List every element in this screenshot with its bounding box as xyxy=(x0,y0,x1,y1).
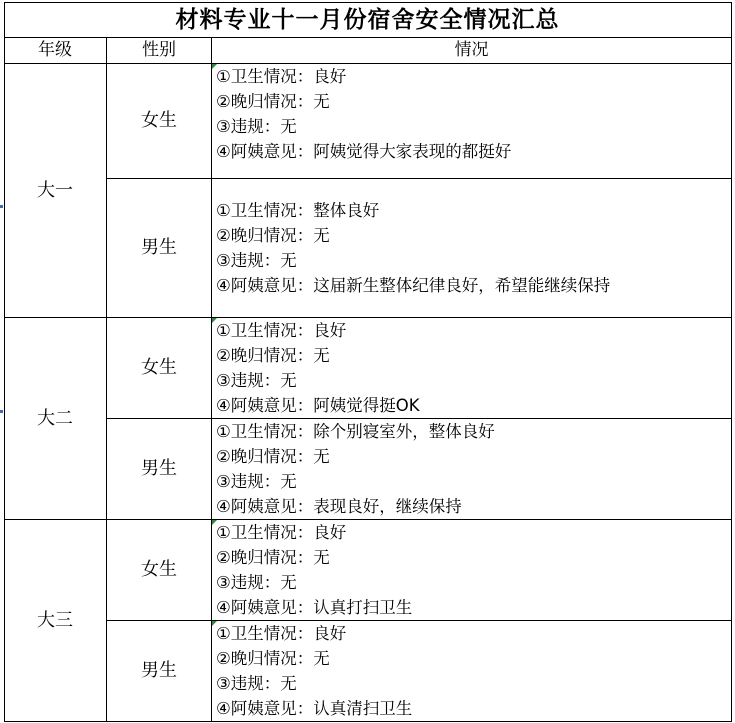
grade-cell: 大三 xyxy=(37,610,73,631)
situation-line: ②晚归情况：无 xyxy=(216,346,330,365)
grade-cell: 大一 xyxy=(37,180,73,201)
header-grade: 年级 xyxy=(38,40,72,60)
grade-cell: 大二 xyxy=(37,408,73,429)
situation-line: ①卫生情况：除个别寝室外，整体良好 xyxy=(216,422,495,441)
situation-line: ③违规：无 xyxy=(216,251,297,270)
situation-line: ④阿姨意见：认真打扫卫生 xyxy=(216,598,413,617)
situation-line: ②晚归情况：无 xyxy=(216,226,330,245)
situation-line: ④阿姨意见：这届新生整体纪律良好，希望能继续保持 xyxy=(216,276,611,295)
gender-cell: 男生 xyxy=(141,458,177,479)
gender-cell: 男生 xyxy=(141,237,177,258)
situation-cell xyxy=(216,198,731,298)
gender-cell: 男生 xyxy=(141,660,177,681)
situation-cell xyxy=(216,419,731,519)
gender-cell: 女生 xyxy=(141,357,177,378)
situation-line: ③违规：无 xyxy=(216,472,297,491)
gender-cell: 女生 xyxy=(141,110,177,131)
situation-line: ③违规：无 xyxy=(216,371,297,390)
situation-line: ③违规：无 xyxy=(216,573,297,592)
situation-line: ②晚归情况：无 xyxy=(216,92,330,111)
situation-line: ②晚归情况：无 xyxy=(216,548,330,567)
situation-cell xyxy=(216,64,731,164)
situation-line: ④阿姨意见：认真清扫卫生 xyxy=(216,699,413,718)
situation-line: ④阿姨意见：阿姨觉得挺OK xyxy=(216,396,420,415)
situation-line: ①卫生情况：整体良好 xyxy=(216,201,380,220)
situation-cell xyxy=(216,621,731,721)
grid-line xyxy=(4,721,731,722)
situation-line: ④阿姨意见：表现良好，继续保持 xyxy=(216,497,462,516)
situation-line: ①卫生情况：良好 xyxy=(216,624,347,643)
sheet-title: 材料专业十一月份宿舍安全情况汇总 xyxy=(175,7,560,33)
situation-line: ④阿姨意见：阿姨觉得大家表现的都挺好 xyxy=(216,142,512,161)
grid-line xyxy=(211,37,212,722)
situation-cell xyxy=(216,520,731,620)
gender-cell: 女生 xyxy=(141,559,177,580)
situation-cell xyxy=(216,318,731,418)
situation-line: ③违规：无 xyxy=(216,117,297,136)
situation-line: ②晚归情况：无 xyxy=(216,649,330,668)
header-gender: 性别 xyxy=(142,40,176,60)
situation-line: ③违规：无 xyxy=(216,674,297,693)
header-situation: 情况 xyxy=(454,40,489,60)
situation-line: ②晚归情况：无 xyxy=(216,447,330,466)
grid-line xyxy=(731,2,732,722)
situation-line: ①卫生情况：良好 xyxy=(216,523,347,542)
situation-line: ①卫生情况：良好 xyxy=(216,67,347,86)
situation-line: ①卫生情况：良好 xyxy=(216,321,347,340)
row-marker xyxy=(0,410,3,413)
row-marker xyxy=(0,205,3,208)
